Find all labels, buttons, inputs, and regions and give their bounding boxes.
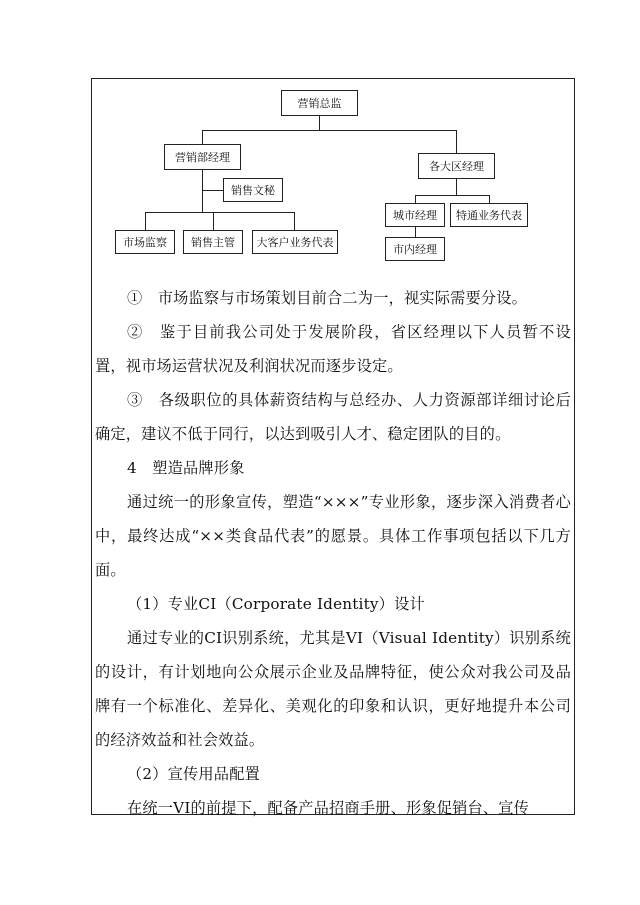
org-box-sales-secretary: 销售文秘 [223,178,283,202]
note-2: ② 鉴于目前我公司处于发展阶段，省区经理以下人员暂不设置，视市场运营状况及利润状况而逐步设定。 [95,323,571,375]
connector [415,195,490,196]
connector [145,212,146,230]
connector [202,190,223,191]
connector [489,195,490,203]
connector [202,130,203,144]
connector [319,116,320,130]
connector [456,130,457,153]
paragraph-ci-system: 通过专业的CI识别系统，尤其是VI（Visual Identity）识别系统的设计，有计划地向公众展示企业及品牌特征，使公众对我公司及品牌有一个标准化、差异化、美观化的印象和认识，更好地提升本公司的经济效益和社会效益。 [95,629,571,749]
subheading-promo-materials: （2）宣传用品配置 [127,765,260,783]
paragraph-promo-materials: 在统一VI的前提下，配备产品招商手册、形象促销台、宣传 [127,799,530,817]
org-box-special-channel-rep: 特通业务代表 [450,203,528,227]
connector [456,179,457,195]
org-box-market-supervisor: 市场监察 [115,230,175,254]
org-box-regional-manager: 各大区经理 [418,153,495,179]
connector [415,227,416,237]
section-heading-4: 4 塑造品牌形象 [127,459,245,477]
connector [202,170,203,212]
org-box-inner-city-manager: 市内经理 [385,237,445,261]
note-1: ① 市场监察与市场策划目前合二为一，视实际需要分设。 [127,289,528,307]
org-box-city-manager: 城市经理 [385,203,445,227]
subheading-ci-design: （1）专业CI（Corporate Identity）设计 [127,595,425,613]
org-box-marketing-director: 营销总监 [281,90,358,116]
org-box-sales-supervisor: 销售主管 [183,230,243,254]
connector [294,212,295,230]
note-3: ③ 各级职位的具体薪资结构与总经办、人力资源部详细讨论后确定，建议不低于同行，以达到吸引人才、稳定团队的目的。 [95,391,571,443]
org-box-key-account-rep: 大客户业务代表 [252,230,338,254]
connector [202,130,457,131]
connector [213,212,214,230]
org-chart [0,0,640,270]
org-box-marketing-dept-manager: 营销部经理 [164,144,241,170]
connector [415,195,416,203]
connector [145,212,295,213]
paragraph-brand-image: 通过统一的形象宣传，塑造“×××”专业形象，逐步深入消费者心中，最终达成“××类食品代表”的愿景。具体工作事项包括以下几方面。 [95,493,571,579]
